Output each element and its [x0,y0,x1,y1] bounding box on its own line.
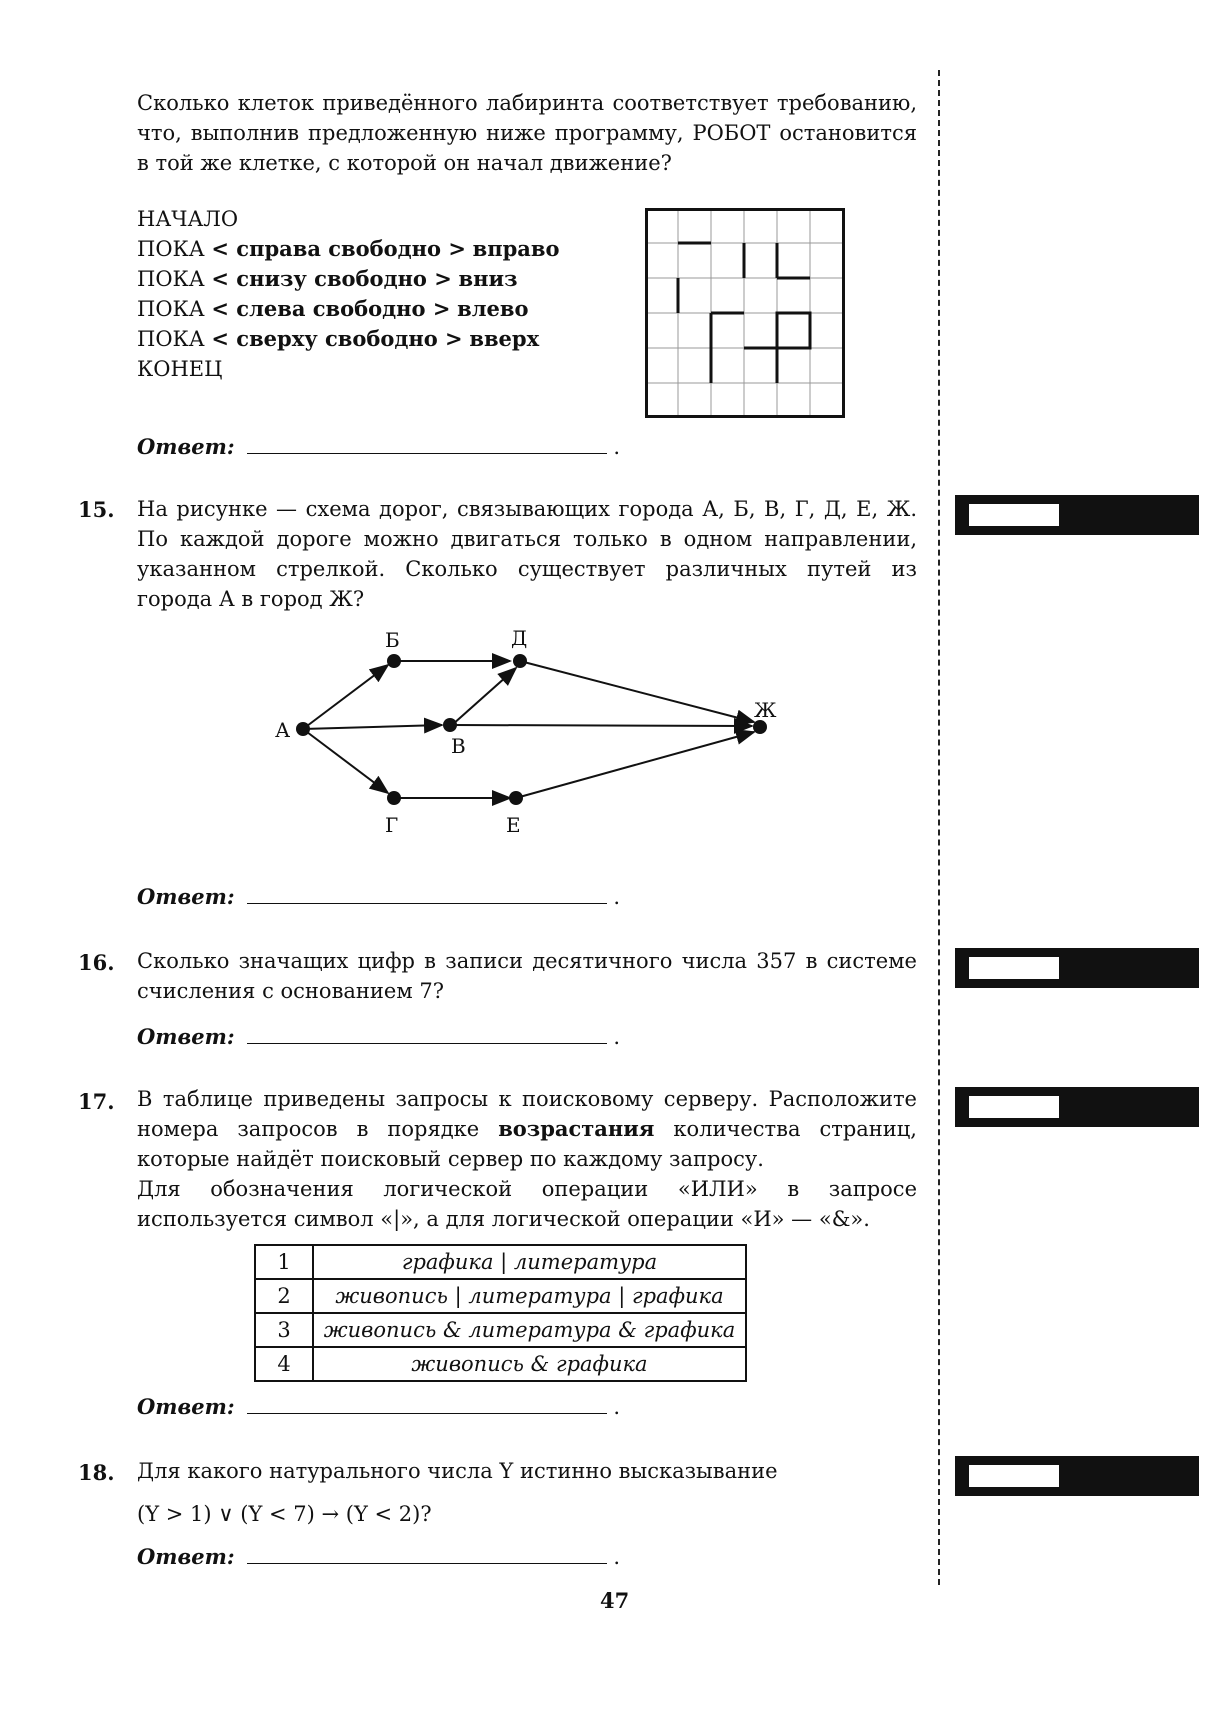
label-g: Г [385,813,399,837]
program-line: ПОКА < слева свободно > влево [137,296,529,321]
cut-line [938,70,940,1585]
label-d: Д [511,626,528,650]
program-line: ПОКА < справа свободно > вправо [137,236,560,261]
label-e: Е [506,813,521,837]
question-text: Для какого натурального числа Y истинно высказывание [137,1459,778,1483]
program-end: КОНЕЦ [137,357,223,381]
question-text: В таблице приведены запросы к поисковому серверу. Расположите номера запросов в порядке возрастания количества страниц, которые найдёт поисковый сервер по каждому запросу. Для обозначения логической операции «ИЛИ» в запросе используется символ «|», а для логической операции «И» — «&». [137,1087,917,1231]
answer-field[interactable] [247,1023,607,1044]
answer-box [955,495,1199,535]
node-b [387,654,401,668]
maze-grid [645,208,845,420]
question-number: 17. [78,1089,115,1114]
table-row: 3 живопись & литература & графика [255,1313,746,1347]
maze-question-text: Сколько клеток приведённого лабиринта соответствует требованию, что, выполнив предложенную ниже программу, РОБОТ остановится в той же клетке, с которой он начал движение? [137,91,917,175]
answer-field[interactable] [247,1543,607,1564]
answer-row-17: Ответ: . [137,1394,621,1419]
answer-row-14: Ответ: . [137,434,621,459]
robot-program [137,204,559,384]
label-a: А [275,718,291,742]
question-text: На рисунке — схема дорог, связывающих города А, Б, В, Г, Д, Е, Ж. По каждой дороге можно двигаться только в одном направлении, указанном стрелкой. Сколько существует различных путей из города А в город Ж? [137,497,917,611]
answer-box [955,1087,1199,1127]
node-e [509,791,523,805]
label-zh: Ж [754,698,777,722]
page-number: 47 [600,1588,630,1613]
program-line: ПОКА < сверху свободно > вверх [137,326,540,351]
table-row: 2 живопись | литература | графика [255,1279,746,1313]
answer-box [955,1456,1199,1496]
table-row: 4 живопись & графика [255,1347,746,1381]
answer-row-18: Ответ: . [137,1544,621,1569]
answer-field[interactable] [247,433,607,454]
answer-field[interactable] [247,883,607,904]
answer-box [955,948,1199,988]
question-number: 15. [78,497,115,522]
node-v [443,718,457,732]
road-graph [270,625,790,840]
question-number: 18. [78,1460,115,1485]
node-a [296,722,310,736]
answer-row-16: Ответ: . [137,1024,621,1049]
formula: (Y > 1) ∨ (Y < 7) → (Y < 2)? [137,1502,432,1526]
label-b: Б [385,628,400,652]
question-text: Сколько значащих цифр в записи десятичного числа 357 в системе счисления с основанием 7? [137,949,917,1003]
node-zh [753,720,767,734]
node-d [513,654,527,668]
program-line: ПОКА < снизу свободно > вниз [137,266,518,291]
node-g [387,791,401,805]
program-start: НАЧАЛО [137,207,239,231]
answer-field[interactable] [247,1393,607,1414]
answer-row-15: Ответ: . [137,884,621,909]
label-v: В [451,734,466,758]
table-row: 1 графика | литература [255,1245,746,1279]
query-table [254,1244,747,1382]
question-number: 16. [78,950,115,975]
